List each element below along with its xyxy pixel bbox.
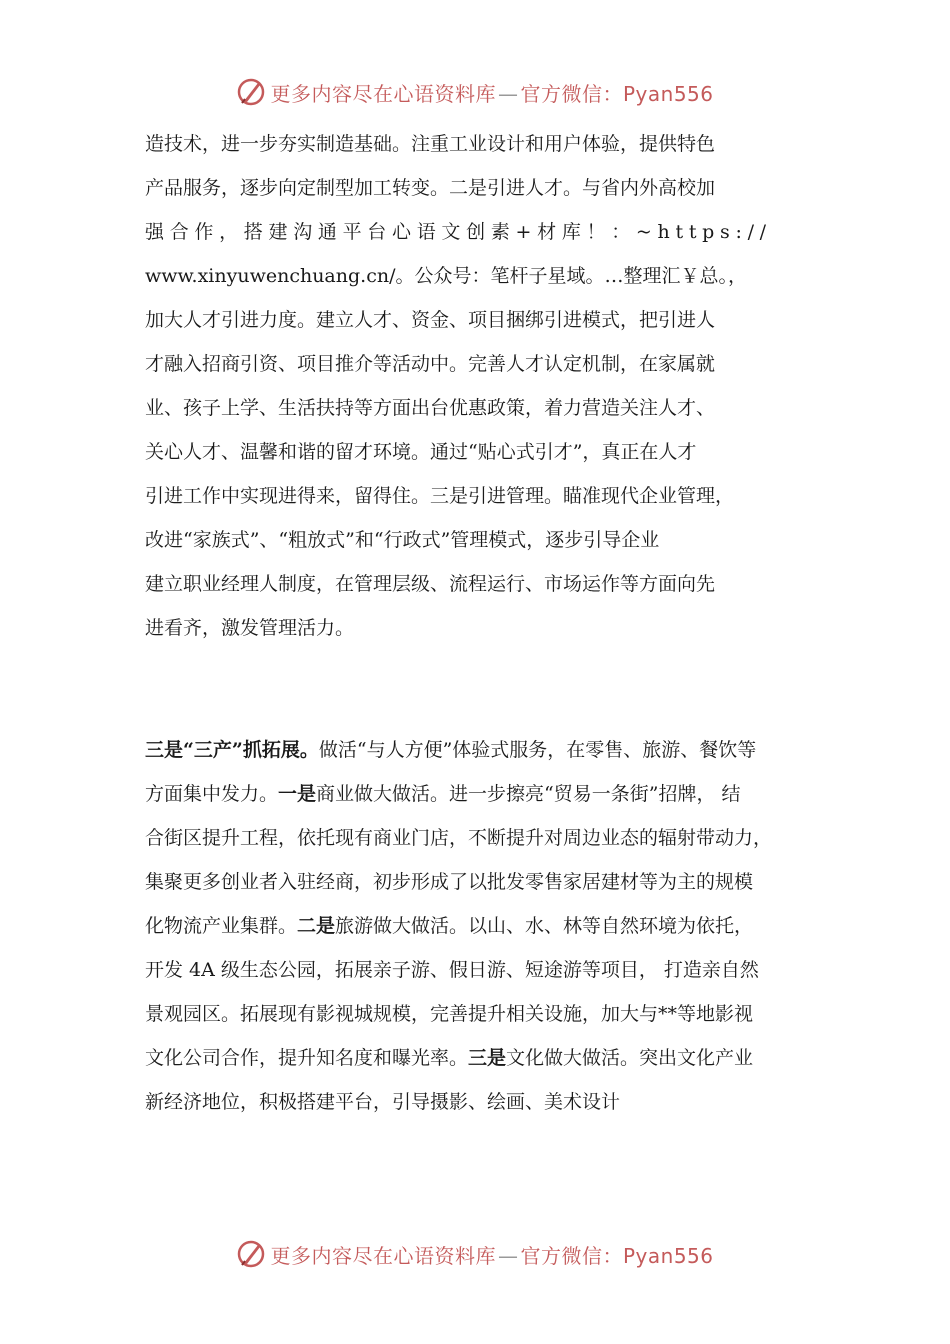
watermark-handle: Pyan556 xyxy=(622,81,714,106)
item-label: 一是 xyxy=(278,783,317,805)
text-line: 业、孩子上学、生活扶持等方面出台优惠政策，着力营造关注人才、 xyxy=(145,397,716,419)
watermark-label: 官方微信： xyxy=(520,81,623,106)
text-segment: 旅游做大做活。以山、水、林等自然环境为依托， xyxy=(335,915,754,937)
quill-pen-logo-icon xyxy=(236,1239,266,1269)
text-segment: 化物流产业集群。 xyxy=(145,915,298,937)
section-heading: 三是“三产”抓拓展。 xyxy=(145,739,319,761)
paragraph-tertiary-industry xyxy=(145,728,825,1124)
watermark-handle: Pyan556 xyxy=(622,1243,714,1268)
watermark-text xyxy=(270,78,713,107)
text-line: 强合作，搭建沟通平台心语文创素+材库！：~https:// xyxy=(145,221,772,243)
text-segment: 文化做大做活。突出文化产业 xyxy=(506,1047,754,1069)
header-watermark xyxy=(0,72,950,112)
text-line: 集聚更多创业者入驻经商，初步形成了以批发零售家居建材等为主的规模 xyxy=(145,871,754,893)
item-label: 三是 xyxy=(468,1047,507,1069)
footer-watermark xyxy=(0,1234,950,1274)
text-line: 合街区提升工程，依托现有商业门店，不断提升对周边业态的辐射带动力， xyxy=(145,827,773,849)
text-segment: 商业做大做活。进一步擦亮“贸易一条街”招牌， 结 xyxy=(316,783,741,805)
text-line: 开发 4A 级生态公园，拓展亲子游、假日游、短途游等项目， 打造亲自然 xyxy=(145,959,759,981)
text-line: 关心人才、温馨和谐的留才环境。通过“贴心式引才”，真正在人才 xyxy=(145,441,697,463)
text-segment: 文化公司合作，提升知名度和曝光率。 xyxy=(145,1047,469,1069)
watermark-main: 更多内容尽在心语资料库 xyxy=(270,81,496,106)
text-line: 加大人才引进力度。建立人才、资金、项目捆绑引进模式，把引进人 xyxy=(145,309,716,331)
watermark-separator: — xyxy=(497,81,519,106)
text-line xyxy=(145,904,825,948)
watermark-text xyxy=(270,1240,713,1269)
text-line: 进看齐，激发管理活力。 xyxy=(145,617,355,639)
text-line: 才融入招商引资、项目推介等活动中。完善人才认定机制，在家属就 xyxy=(145,353,716,375)
text-line: 造技术，进一步夯实制造基础。注重工业设计和用户体验，提供特色 xyxy=(145,133,716,155)
text-line xyxy=(145,1036,825,1080)
text-line: 改进“家族式”、“粗放式”和“行政式”管理模式，逐步引导企业 xyxy=(145,529,660,551)
text-line: 引进工作中实现进得来，留得住。三是引进管理。瞄准现代企业管理， xyxy=(145,485,735,507)
watermark-separator: — xyxy=(497,1243,519,1268)
text-line: 产品服务，逐步向定制型加工转变。二是引进人才。与省内外高校加 xyxy=(145,177,716,199)
text-line: www.xinyuwenchuang.cn/。公众号：笔杆子星域。…整理汇￥总。， xyxy=(145,265,747,287)
text-segment: 方面集中发力。 xyxy=(145,783,279,805)
quill-pen-logo-icon xyxy=(236,77,266,107)
text-segment: 做活“与人方便”体验式服务，在零售、旅游、餐饮等 xyxy=(318,739,757,761)
text-line: 新经济地位，积极搭建平台，引导摄影、绘画、美术设计 xyxy=(145,1091,621,1113)
text-line xyxy=(145,772,825,816)
paragraph-talent-management xyxy=(145,122,825,650)
item-label: 二是 xyxy=(297,915,336,937)
text-line xyxy=(145,728,825,772)
watermark-label: 官方微信： xyxy=(520,1243,623,1268)
text-line: 景观园区。拓展现有影视城规模，完善提升相关设施，加大与**等地影视 xyxy=(145,1003,754,1025)
text-line: 建立职业经理人制度，在管理层级、流程运行、市场运作等方面向先 xyxy=(145,573,716,595)
watermark-main: 更多内容尽在心语资料库 xyxy=(270,1243,496,1268)
